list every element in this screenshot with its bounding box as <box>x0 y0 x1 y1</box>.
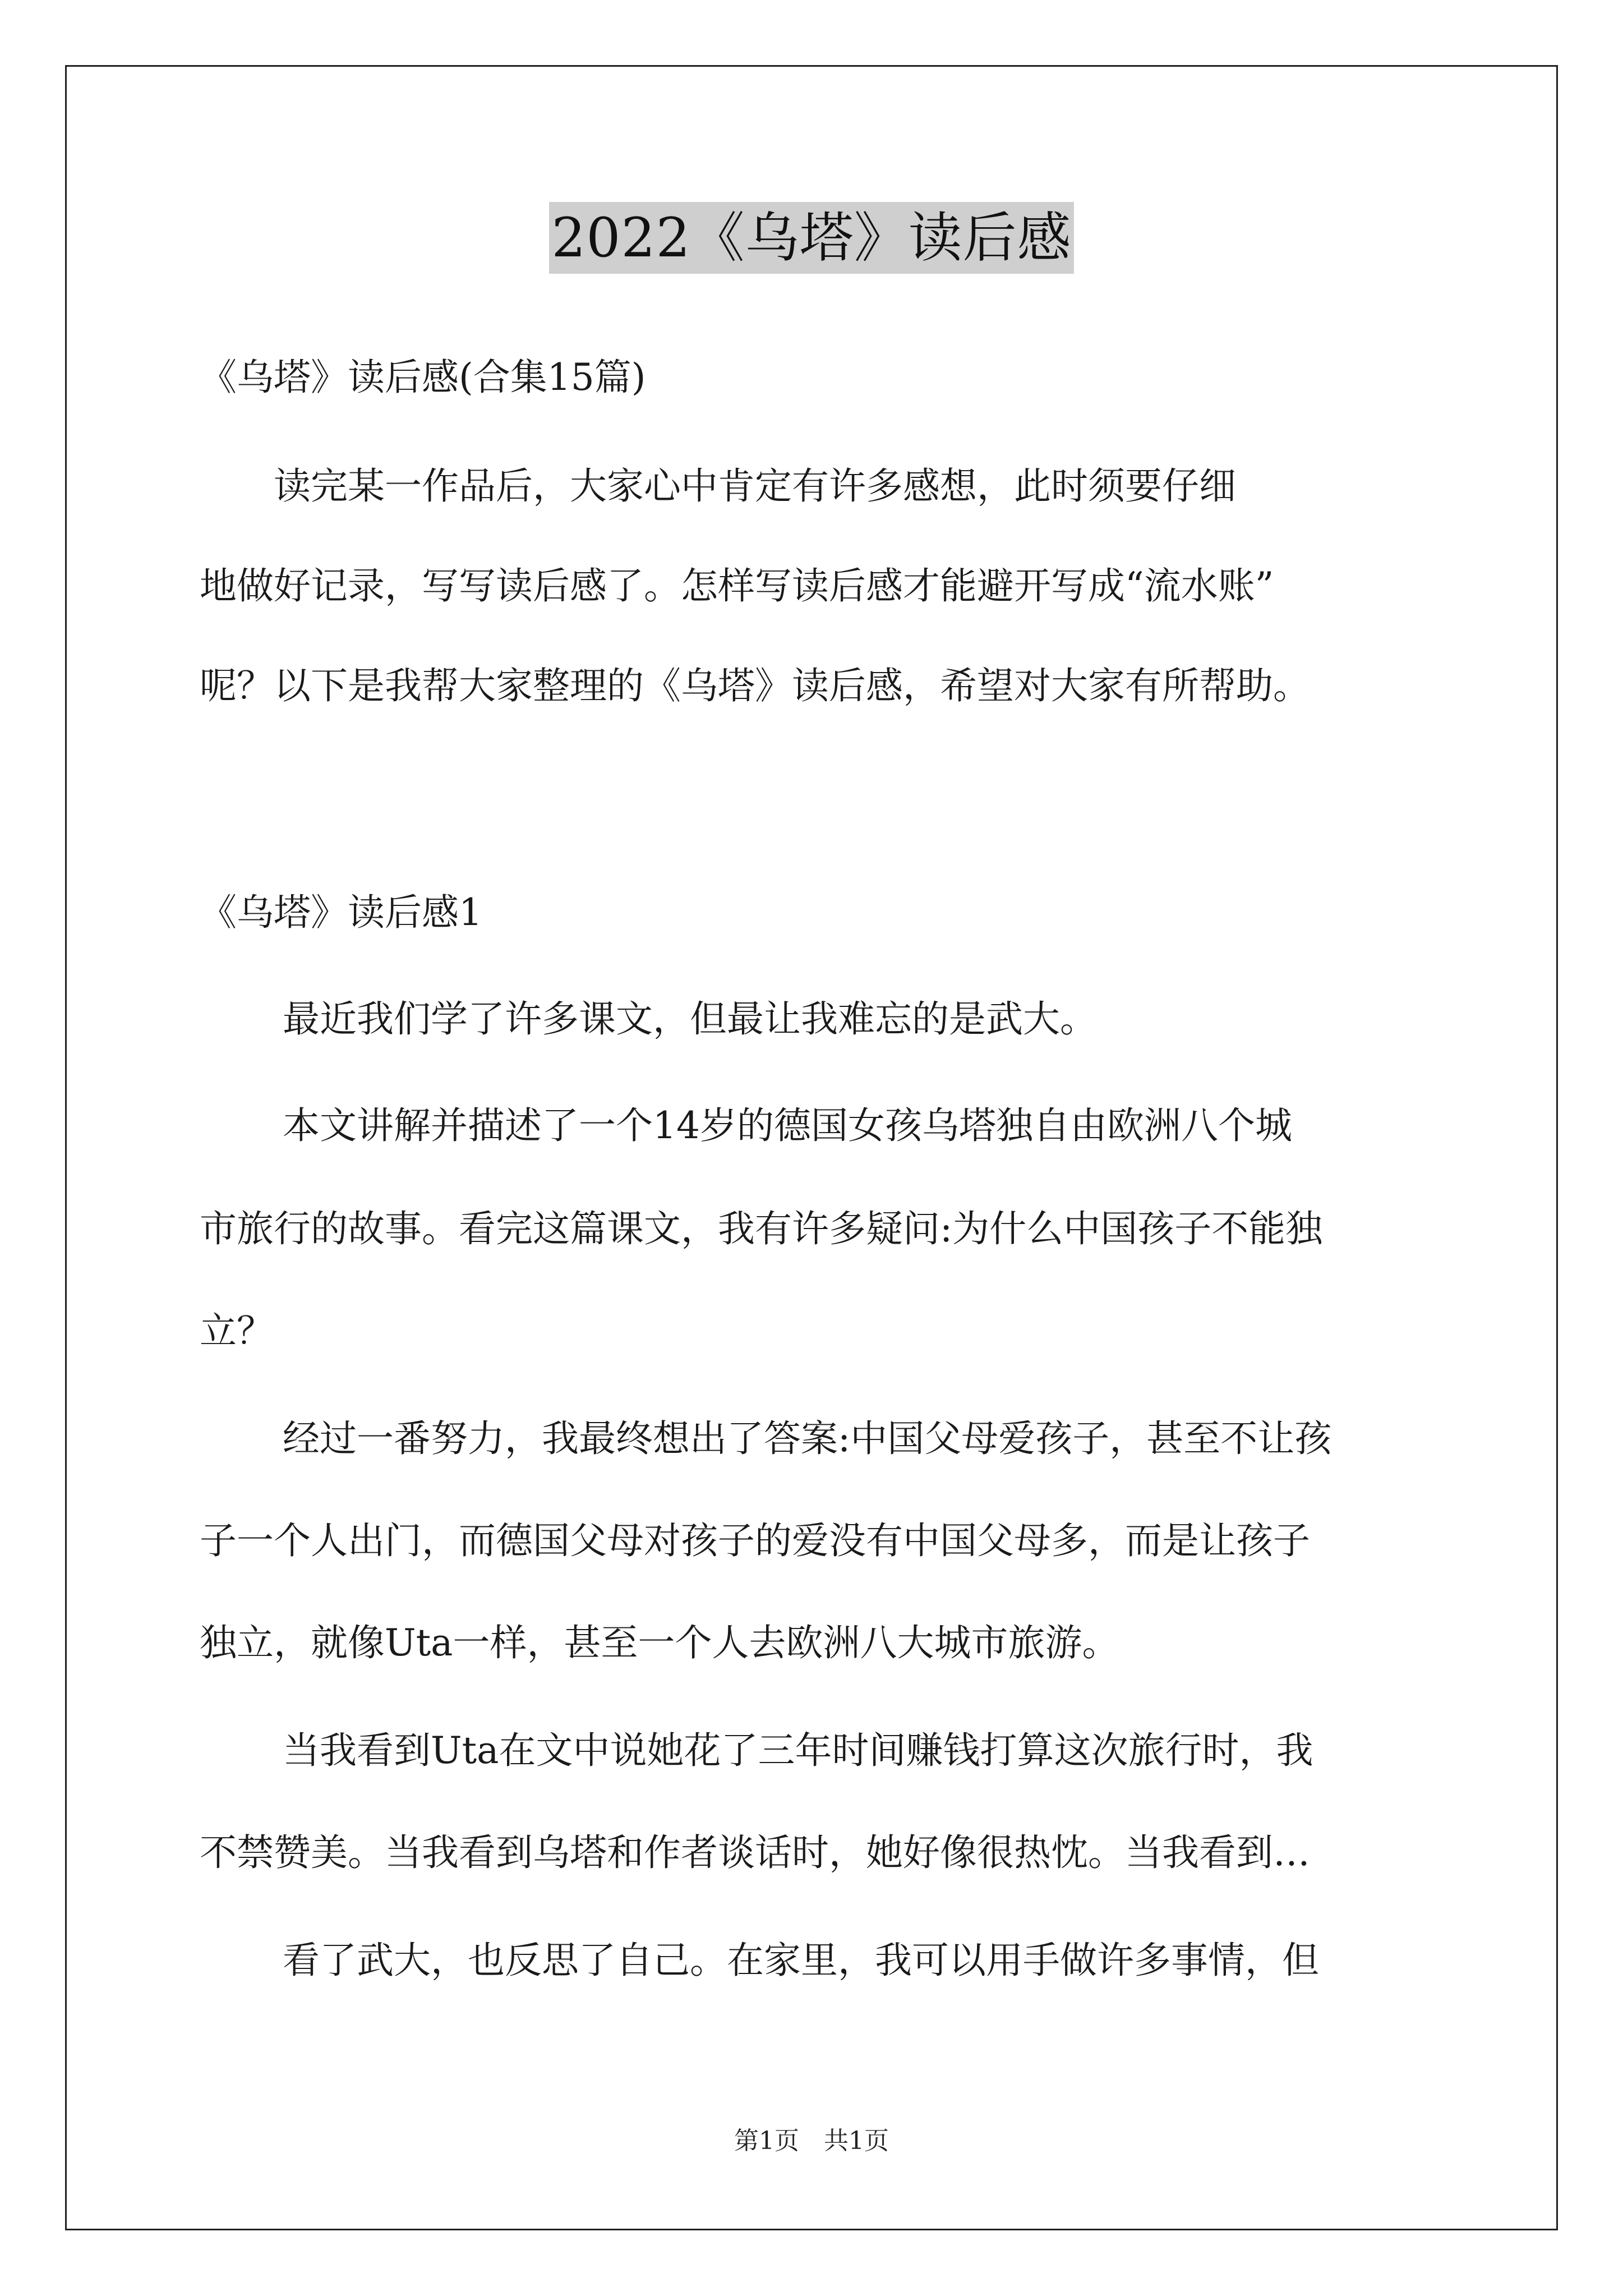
paragraph-2-line-1: 本文讲解并描述了一个14岁的德国女孩乌塔独自由欧洲八个城 <box>283 1104 1292 1147</box>
intro-line-2: 地做好记录，写写读后感了。怎样写读后感才能避开写成“流水账” <box>200 564 1274 608</box>
paragraph-2-line-3: 立？ <box>200 1309 274 1352</box>
intro-line-1: 读完某一作品后，大家心中肯定有许多感想，此时须要仔细 <box>200 464 1236 508</box>
paragraph-1-line-1: 最近我们学了许多课文，但最让我难忘的是武大。 <box>283 997 1097 1041</box>
paragraph-3-line-1: 经过一番努力，我最终想出了答案:中国父母爱孩子，甚至不让孩 <box>283 1417 1332 1460</box>
paragraph-2-line-2: 市旅行的故事。看完这篇课文，我有许多疑问:为什么中国孩子不能独 <box>200 1207 1323 1250</box>
paragraph-3-line-3: 独立，就像Uta一样，甚至一个人去欧洲八大城市旅游。 <box>200 1621 1119 1664</box>
section-heading: 《乌塔》读后感1 <box>200 891 482 934</box>
page-footer: 第1页 共1页 <box>734 2127 889 2155</box>
paragraph-4-line-1: 当我看到Uta在文中说她花了三年时间赚钱打算这次旅行时，我 <box>283 1729 1313 1772</box>
title-container <box>0 202 1623 274</box>
subtitle-line: 《乌塔》读后感(合集15篇) <box>200 356 646 399</box>
intro-line-3: 呢？以下是我帮大家整理的《乌塔》读后感，希望对大家有所帮助。 <box>200 664 1310 707</box>
document-title: 2022《乌塔》读后感 <box>549 202 1073 274</box>
paragraph-4-line-2: 不禁赞美。当我看到乌塔和作者谈话时，她好像很热忱。当我看到… <box>200 1831 1310 1874</box>
paragraph-3-line-2: 子一个人出门，而德国父母对孩子的爱没有中国父母多，而是让孩子 <box>200 1519 1310 1562</box>
paragraph-5-line-1: 看了武大，也反思了自己。在家里，我可以用手做许多事情，但 <box>283 1939 1319 1982</box>
